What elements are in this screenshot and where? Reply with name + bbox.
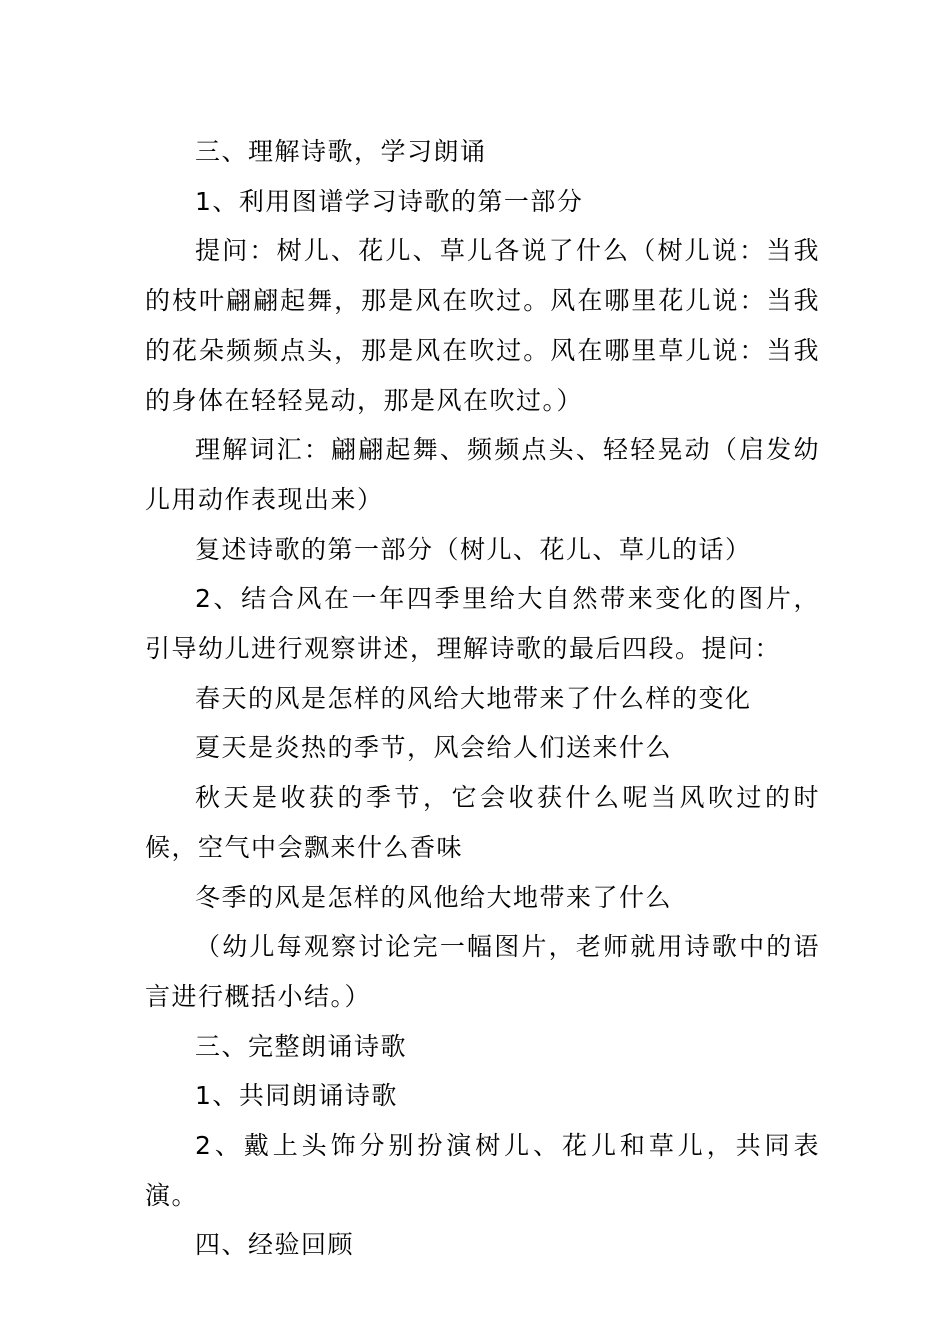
question-winter: 冬季的风是怎样的风他给大地带来了什么 (195, 882, 673, 912)
heading-experience-review: 四、经验回顾 (195, 1230, 355, 1260)
retell-paragraph: 复述诗歌的第一部分（树儿、花儿、草儿的话） (195, 534, 752, 564)
question-paragraph: 提问：树儿、花儿、草儿各说了什么（树儿说：当我的枝叶翩翩起舞，那是风在吹过。风在哪里花儿说：当我的花朵频频点头，那是风在吹过。风在哪里草儿说：当我的身体在轻轻晃动，那是风在吹过。） (145, 236, 820, 415)
question-autumn: 秋天是收获的季节，它会收获什么呢当风吹过的时候，空气中会飘来什么香味 (145, 783, 820, 862)
step-perform-roles: 2、戴上头饰分别扮演树儿、花儿和草儿，共同表演。 (145, 1131, 820, 1210)
teacher-summary-note: （幼儿每观察讨论完一幅图片，老师就用诗歌中的语言进行概括小结。） (145, 932, 820, 1011)
step-learn-part-one: 1、利用图谱学习诗歌的第一部分 (195, 186, 584, 216)
step-four-seasons: 2、结合风在一年四季里给大自然带来变化的图片，引导幼儿进行观察讲述，理解诗歌的最后四段。提问： (145, 584, 820, 664)
question-spring: 春天的风是怎样的风给大地带来了什么样的变化 (195, 683, 752, 713)
heading-full-recitation: 三、完整朗诵诗歌 (195, 1031, 408, 1061)
vocabulary-paragraph: 理解词汇：翩翩起舞、频频点头、轻轻晃动（启发幼儿用动作表现出来） (145, 435, 820, 514)
heading-understand-poem: 三、理解诗歌，学习朗诵 (195, 137, 487, 166)
question-summer: 夏天是炎热的季节，风会给人们送来什么 (195, 733, 673, 763)
step-recite-together: 1、共同朗诵诗歌 (195, 1081, 398, 1111)
